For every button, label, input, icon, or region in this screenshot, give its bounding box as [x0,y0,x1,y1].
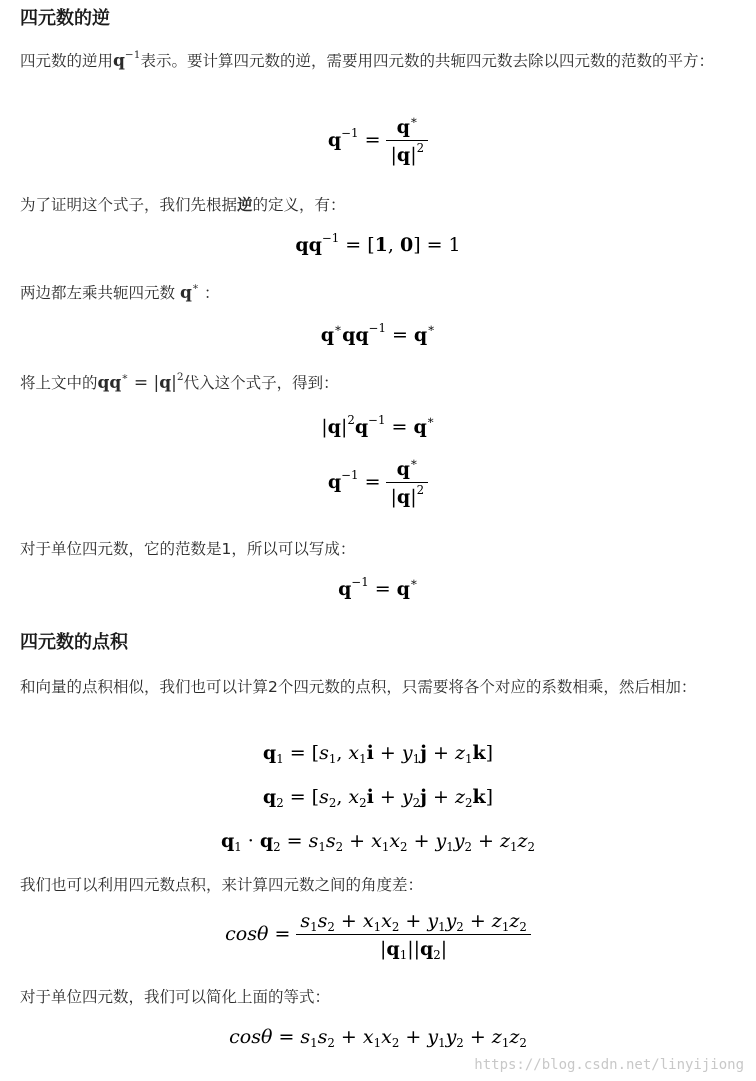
paragraph-simplify: 对于单位四元数，我们可以简化上面的等式： [20,988,331,1006]
equation-inverse-definition: $q^{-1}$ = $\frac{q^∗}{|q|^2}$ [0,116,756,166]
equation-unit-inverse: $q^{-1} = q^∗$ [338,575,418,600]
proof-intro-suffix: 的定义，有： [252,196,346,214]
source-watermark: https://blog.csdn.net/linyijiong [474,1057,744,1073]
paragraph-proof-intro [20,192,740,218]
equation-cos-theta: cosθ = $\frac{s_1s_2 + x_1x_2 + y_1y_2 + z_1z_2}{|q_1||q_2|}$ [0,910,756,960]
inline-formula-q-inverse: $q^{-1}$ [113,49,141,71]
equation-conjugate-product: $q^∗qq^{-1} = q^∗$ [320,321,436,346]
equation-dot-product: $q_1 \cdot q_2 = s_1s_2 + x_1x_2 + y_1y_2 + z_1z_2$ [220,830,536,855]
proof-intro-text: 为了证明这个式子，我们先根据 [20,196,238,214]
inline-formula-norm-identity: $qq^∗ = |q|^2$ [97,371,184,393]
inline-formula-q-conjugate: q∗ [179,281,200,303]
equation-norm-times-inverse: $|q|^2q^{-1} = q^∗$ [321,413,435,438]
paragraph-angle-intro: 我们也可以利用四元数点积，来计算四元数之间的角度差： [20,876,424,894]
inverse-intro-suffix: 表示。要计算四元数的逆，需要用四元数的共轭四元数去除以四元数的范数的平方： [140,52,714,70]
equation-q1-definition: $q_1 = [s_1$, $x_1i + y_1j + z_1k$] [262,742,494,767]
proof-intro-bold: 逆 [237,196,253,214]
paragraph-inverse-intro [20,48,740,74]
paragraph-substitute [20,370,740,396]
equation-q-times-inverse: $qq^{-1} = [1$, 0] = 1 [295,231,461,256]
paragraph-left-multiply [20,280,740,306]
heading-quaternion-dot-product: 四元数的点积 [20,632,128,653]
equation-inverse-result: $q^{-1}$ = $\frac{q^∗}{|q|^2}$ [0,458,756,508]
left-multiply-suffix: ： [203,284,220,302]
paragraph-unit-quaternion: 对于单位四元数，它的范数是1，所以可以写成： [20,540,356,558]
substitute-suffix: 代入这个式子，得到： [183,374,339,392]
equation-q2-definition: $q_2 = [s_2$, $x_2i + y_2j + z_2k$] [262,786,494,811]
inverse-intro-prefix: 四元数的逆用 [20,52,114,70]
substitute-prefix: 将上文中的 [20,374,98,392]
left-multiply-text: 两边都左乘共轭四元数 [20,284,176,302]
equation-cos-theta-unit: $\cos\theta = s_1s_2 + x_1x_2 + y_1y_2 + z_1z_2$ [229,1026,527,1051]
paragraph-dot-product-intro: 和向量的点积相似，我们也可以计算2个四元数的点积，只需要将各个对应的系数相乘，然后相加： [20,678,697,696]
heading-quaternion-inverse: 四元数的逆 [20,8,110,29]
